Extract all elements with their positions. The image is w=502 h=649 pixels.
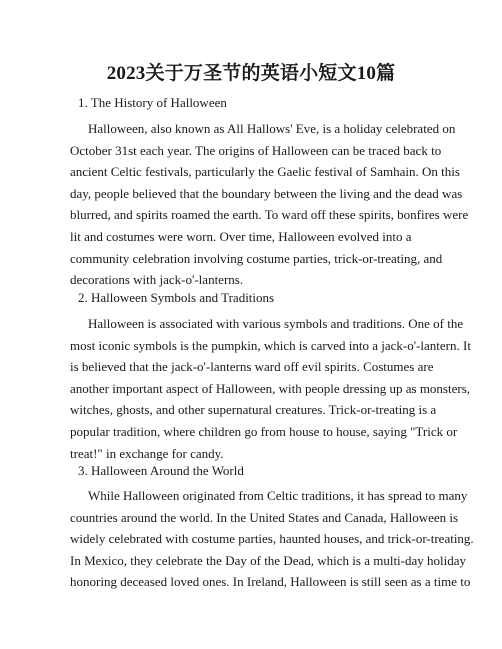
section-paragraph-around-the-world xyxy=(70,485,474,593)
paragraph-line: While Halloween originated from Celtic traditions, it has spread to many xyxy=(88,488,468,503)
section-heading-around-the-world: 3. Halloween Around the World xyxy=(78,463,244,478)
section-heading-history: 1. The History of Halloween xyxy=(78,95,227,110)
paragraph-line: most iconic symbols is the pumpkin, which is carved into a jack-o'-lantern. It xyxy=(70,337,471,353)
paragraph-line: ancient Celtic festivals, particularly the Gaelic festival of Samhain. On this xyxy=(70,164,460,180)
paragraph-line: honoring deceased loved ones. In Ireland, Halloween is still seen as a time to xyxy=(70,574,471,590)
paragraph-line: countries around the world. In the United States and Canada, Halloween is xyxy=(70,509,459,525)
paragraph-line: blurred, and spirits roamed the earth. To ward off these spirits, bonfires were xyxy=(70,207,469,223)
paragraph-line: community celebration involving costume parties, trick-or-treating, and xyxy=(70,250,443,266)
paragraph-line: October 31st each year. The origins of Halloween can be traced back to xyxy=(70,142,442,158)
paragraph-line: treat!" in exchange for candy. xyxy=(70,445,224,461)
paragraph-line: In Mexico, they celebrate the Day of the Dead, which is a multi-day holiday xyxy=(70,552,467,568)
paragraph-line: witches, ghosts, and other supernatural creatures. Trick-or-treating is a xyxy=(70,402,437,418)
paragraph-line: popular tradition, where children go from house to house, saying "Trick or xyxy=(70,423,458,439)
paragraph-line: decorations with jack-o'-lanterns. xyxy=(70,272,244,288)
document-title: 2023关于万圣节的英语小短文10篇 xyxy=(106,63,396,84)
paragraph-line: day, people believed that the boundary between the living and the dead was xyxy=(70,185,463,201)
paragraph-line: widely celebrated with costume parties, haunted houses, and trick-or-treating. xyxy=(70,531,474,547)
section-paragraph-history xyxy=(70,118,469,291)
paragraph-line: Halloween is associated with various symbols and traditions. One of the xyxy=(88,316,464,331)
paragraph-line: Halloween, also known as All Hallows' Eve, is a holiday celebrated on xyxy=(88,121,456,136)
paragraph-line: another important aspect of Halloween, with people dressing up as monsters, xyxy=(70,380,471,396)
paragraph-line: lit and costumes were worn. Over time, Halloween evolved into a xyxy=(70,228,412,244)
section-heading-symbols: 2. Halloween Symbols and Traditions xyxy=(78,290,275,305)
paragraph-line: is believed that the jack-o'-lanterns ward off evil spirits. Costumes are xyxy=(70,359,434,375)
section-paragraph-symbols xyxy=(70,313,471,464)
